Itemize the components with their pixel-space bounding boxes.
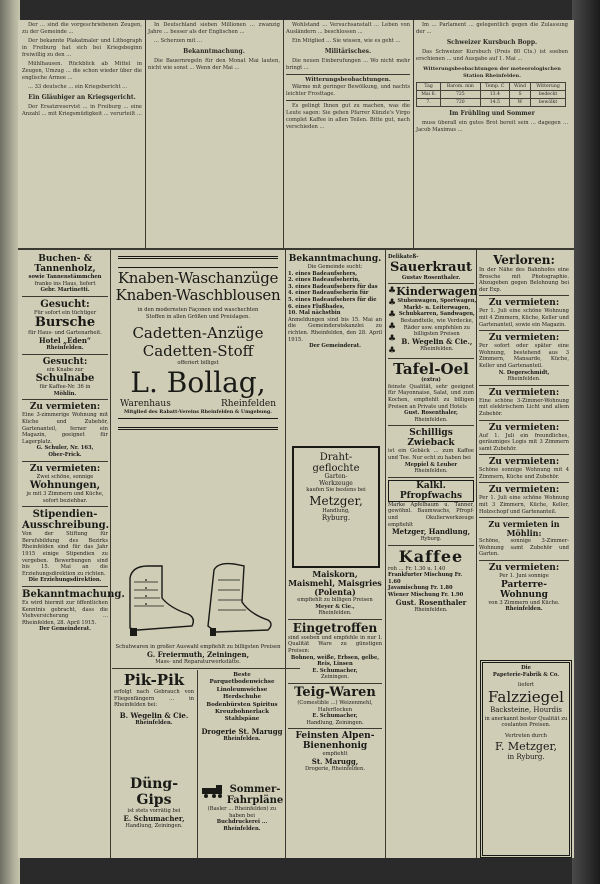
ad-subtitle: (extra) [421, 377, 441, 384]
left-ads-column [22, 254, 125, 854]
ad-title: Stipendien-Ausschreibung. [22, 509, 110, 532]
ad-place: Handlung, Zeiningen. [125, 822, 183, 829]
ad-subtitle: Garten- [324, 473, 348, 480]
right-a-ads [388, 254, 478, 854]
ad-text: für Haus- und Gartenarbeit. [28, 330, 102, 337]
table-cell: 720 [441, 99, 480, 107]
ad-title: Buchen- & Tannenholz, [34, 254, 96, 274]
column-divider [413, 20, 414, 248]
newspaper-page [18, 20, 574, 858]
ad-seller: Gustav Rosenthaler. [401, 274, 461, 281]
ad-text: empfiehlt zu billigen Preisen [297, 597, 373, 603]
ad-text: für Kaffee-Nr. 36 in [39, 384, 91, 391]
table-cell: bewölkt [530, 99, 565, 107]
ad-seller: E. Schumacher, [312, 667, 358, 674]
table-cell: W [510, 99, 531, 107]
ad-title: geflochte [312, 463, 360, 474]
ad-title: Zu vermieten: [488, 563, 560, 574]
ad-title: Feinsten Alpen-Bienenhonig [295, 731, 375, 752]
dunggips-ad [114, 776, 194, 854]
spring-heading: Im Frühling und Sommer [449, 110, 535, 117]
table-header: Wind [510, 83, 531, 91]
ad-title: Zu vermieten: [488, 333, 560, 344]
coffee-tip: Es gelingt Ihnen gut zu machen, was die Leute sagen: Sie gehen Pfarrer Künzle's Virgo complet Kaffee in allen Teilen. Bitte gut, nach verschieden ... [286, 103, 410, 130]
ad-text: liefert [518, 682, 534, 689]
ad-text: Schöne sonnige Wohnung mit 4 Zimmern, Küche und Zubehör. [479, 467, 569, 480]
ad-title: Zu vermieten: [488, 422, 560, 433]
list-item: 2. eines Badeaufseherin, [288, 277, 360, 284]
ad-seller: B. Wegelin & Cie. [119, 710, 189, 720]
pram-icon: ♣ [388, 346, 397, 357]
ad-place: Ober-Frick. [48, 451, 82, 458]
ad-seller: Metzger, Handlung, [391, 527, 471, 537]
article-column-3 [286, 22, 410, 244]
ad-subtitle: sowie Tannenstämmchen [28, 274, 102, 280]
ad-seller: Der Gemeinderat. [39, 626, 91, 633]
ad-place: Drogerie, Rheinfelden. [304, 765, 365, 772]
ad-text: Mass- und Reparaturwerkstätte. [155, 658, 241, 665]
ad-text: Die Gemeinde sucht: [307, 264, 363, 270]
ad-keyword: Schulnabe [35, 373, 95, 385]
ad-text: offeriert billigst [177, 360, 219, 367]
list-item: 5. eines Badeaufsehers für die [288, 296, 377, 303]
ad-text: in anerkannt bester Qualität zu coulanten Preisen. [484, 715, 568, 729]
ad-title: Düng-Gips [129, 776, 179, 808]
ad-seller: Gust. Rosenthaler [395, 597, 467, 607]
ad-text: kaufen Sie bestens bei [306, 487, 366, 494]
ad-keyword: Parterre-Wohnung [500, 579, 548, 600]
boots-illustration-icon [118, 558, 278, 640]
list-item: 4. einer Badeaufseherin für [288, 290, 369, 297]
article-heading: Schweizer Kursbuch Bopp. [446, 39, 538, 46]
ad-seller: Der Gemeinderat. [309, 343, 361, 350]
ad-text: Anmeldungen sind bis 15. Mai an die Gemeinderatskanzlei zu richten. Rheinfelden, den 28. April 1915. [288, 316, 382, 343]
ad-text: Handlung, [322, 507, 350, 514]
ad-text: Per sofort oder später eine Wohnung, bestehend aus 3 Zimmern, Mansarde, Küche, Keller und Gartenanteil. [479, 343, 569, 369]
article-column-2 [148, 22, 280, 244]
ad-title: Teig-Waren [294, 684, 376, 700]
article-paragraph: ... Scherzen mit ... [154, 38, 202, 44]
ad-text: empfiehlt [322, 751, 348, 758]
right-b-ads [479, 254, 569, 656]
ad-title: Zu vermieten: [488, 387, 560, 398]
ad-seller: G. Freiermuth, Zeiningen, [146, 649, 250, 659]
ad-text: Eine 3-zimmerige Wohnung mit Küche und Zubehör, Gartenanteil, ferner ein Magazin, geeignet für Lagerplatz. [22, 412, 108, 445]
ad-seller: B. Wegelin & Cie., [401, 336, 473, 346]
pram-icon: ♣ [388, 334, 397, 345]
article-paragraph: In Deutschland sieben Millionen ... zwanzig Jahre ... besser als der Englischen ... [148, 22, 280, 35]
pram-icon: ♣ [388, 298, 397, 309]
ad-text: Bestandteile, wie Verdecke, Räder usw. empfehlen zu billigsten Preisen [400, 317, 474, 338]
bollag-ad [114, 254, 282, 554]
column-divider [283, 20, 284, 248]
ad-text: Eine schöne 3-Zimmer-Wohnung mit elektrischem Licht und allem Zubehör. [479, 397, 569, 417]
shoes-ad [114, 558, 282, 666]
list-item: 6. eines Flußbades, [288, 303, 345, 310]
ad-subbrand: Warenhaus [120, 398, 171, 409]
kinderwagen-icon-column [388, 286, 396, 356]
article-column-4 [416, 22, 568, 244]
ad-seller: Metzger, [309, 493, 363, 508]
spring-text: muss überall ein gutes Brot bereit sein ... dagegen ... Jacob Maximus ... [416, 120, 568, 133]
table-row [417, 99, 566, 107]
column-divider [285, 250, 286, 858]
ad-title: Sommer-Fahrpläne [226, 784, 284, 806]
ad-subtitle: Werkzeuge [319, 479, 353, 487]
ad-text: Stubenwagen, Sportwagen, Markt- u. Leiterwagen, Schubkarren, Sandwagen, [397, 298, 477, 318]
ad-subtitle: Backsteine, Hourdis [490, 705, 562, 714]
ad-text: Bohnen, weiße, Erbsen, gelbe, Reis, Linsen [290, 654, 380, 668]
ad-text: Per 1. Juli eine schöne Wohnung mit 4 Zimmern, Küche, Keller und Gartenanteil, sowie ein Magazin. [479, 308, 569, 328]
ad-seller: Gebr. Martinetti. [40, 287, 90, 294]
middle-ads [288, 570, 382, 854]
ad-title: Schilligs Zwieback [407, 428, 455, 449]
ad-place: Rheinfelden. [507, 376, 541, 383]
section-divider [18, 248, 574, 250]
column-divider [197, 670, 198, 858]
ad-title: Zu vermieten: [488, 298, 560, 309]
ad-membership: Mitglied des Rabatt-Vereins Rheinfelden & Umgebung. [124, 408, 272, 415]
table-header: Tag [417, 83, 441, 91]
ad-subtitle: Delikateß- [388, 254, 419, 260]
pram-icon: ♣ [388, 310, 397, 321]
ad-text: Per 1. Juli eine schöne Wohnung mit 3 Zimmern, Küche, Keller, Holzschopf und Gartenanteil. [479, 495, 569, 515]
ad-text: (Basler ... Rheinfelden) zu haben bei [207, 806, 277, 819]
ad-text: Stoffen in allen Größen und Preislagen. [145, 313, 251, 320]
price-line: Wiener Mischung Fr. 1.90 [388, 592, 464, 599]
fahrplan-ad [200, 784, 284, 854]
ad-place: Ryburg. [420, 536, 442, 543]
article-paragraph: Der bekannte Plakatmaler und Lithograph in Freiburg hat sich bei Kriegsbeginn freiwillig zu den ... [22, 38, 142, 58]
ad-place: Rheinfelden. [318, 610, 352, 617]
article-heading: Militärisches. [324, 48, 372, 55]
ad-divider [112, 668, 300, 669]
ad-text: ist ein Gebäck ... zum Kaffee und Tee. Nur echt zu haben bei [388, 448, 474, 461]
ad-text: Vertreten durch [505, 732, 547, 739]
book-page-edges [572, 0, 600, 884]
ad-seller: N. Degerschmidt, [498, 369, 550, 376]
book-spine [0, 0, 20, 884]
ad-text: erfolgt nach Gebrauch von Fliegenfängern ... in Rheinfelden bei: [114, 689, 194, 709]
ad-seller: Meyer & Cie., [315, 603, 355, 610]
ornament-border [118, 418, 278, 430]
ad-place: Zeiningen. [320, 674, 350, 681]
article-heading: Bekanntmachung. [183, 48, 245, 55]
ad-text: in den modernsten Façonen und waschechten [137, 307, 259, 313]
ad-title: Draht- [319, 452, 353, 463]
column-divider [476, 250, 477, 858]
ad-title: Verloren: [493, 253, 555, 267]
ad-seller: E. Schumacher, [123, 813, 185, 823]
ad-seller: Die Erziehungsdirektion. [28, 577, 102, 584]
ad-place: Möhlin. [53, 390, 77, 397]
ad-place: Handlung, Zeiningen. [306, 719, 364, 726]
ad-text: von 3 Zimmern und Küche. [488, 599, 560, 606]
table-cell: 13.4 [480, 91, 510, 99]
table-header-row [417, 83, 566, 91]
ad-seller: Gust. Rosenthaler, [404, 410, 458, 417]
table-header: Witterung [530, 83, 565, 91]
table-cell: bedeckt [530, 91, 565, 99]
ad-text: je mit 3 Zimmern und Küche, sofort beziehbar. [26, 491, 104, 504]
weather-table [416, 82, 566, 107]
ad-seller: E. Schumacher, [312, 713, 358, 720]
list-item: 3. eines Badeaufsehers für das [288, 283, 378, 290]
ad-keyword: Wohnungen, [29, 480, 101, 492]
table-cell: 725 [441, 91, 480, 99]
column-divider [110, 250, 111, 858]
ad-text: feinste Qualität, sehr geeignet für Mayonnaise, Salat, und zum Kochen, empfiehlt zu billigen Preisen an Private und Hotels [388, 383, 474, 410]
ad-title: Zu vermieten: [488, 457, 560, 468]
price-line: roh ... Fr. 1.30 u. 1.40 [388, 565, 446, 572]
ad-title: Zu vermieten: [488, 485, 560, 496]
column-divider [385, 250, 386, 858]
ad-title: Sauerkraut [389, 259, 473, 275]
ad-place: Rheinfelden. [135, 719, 173, 726]
ad-title: Eingetroffen [292, 620, 378, 635]
ad-text: Per 1. Juni sonnige [499, 573, 549, 580]
ad-place: Rheinfelden. [414, 468, 448, 475]
ad-title: Kinderwagen [396, 285, 478, 299]
pram-icon: ♣ [388, 286, 397, 297]
article-paragraph: ... 33 deutsche ... ein Kriegsbericht ... [28, 84, 128, 90]
article-paragraph: Die Bauernregeln für den Monat Mai lauten, nicht wie sonst ... Wenn der Mai ... [148, 58, 280, 71]
ad-text: In der Nähe des Bahnhofes eine Brosche mit Photographie. Abzugeben gegen Belohnung bei der Exp. [479, 267, 569, 293]
ad-text: franko ins Haus, liefert [34, 280, 96, 287]
table-cell: Mai 6. [417, 91, 441, 99]
article-paragraph: Mühlhausen. Rückblick ab Mittel in Zeugen, Umzug ... die schon wieder über die englische Armee ... [22, 61, 142, 81]
ad-keyword: Bursche [34, 315, 96, 331]
ad-subtitle: Die [521, 665, 531, 671]
ad-place: in Ryburg. [507, 752, 545, 761]
ad-title: Bekanntmachung. [22, 589, 125, 601]
ad-seller: F. Metzger, [495, 739, 557, 753]
parquet-ad [200, 672, 284, 782]
ad-text: Marke Apfelbaum u. Tanner, gewöhnl. Baumwachs, Pfropf- und Okulierwerkzeuge empfiehlt [388, 501, 474, 528]
ad-subtitle: Papeterie-Fabrik & Co. [492, 671, 560, 678]
ad-title: Maiskorn, Maismehl, Maisgries (Polenta) [288, 569, 382, 597]
ad-text: Schöne, sonnige 3-Zimmer-Wohnung samt Zubehör und Garten. [479, 538, 569, 558]
ad-text: Beste Parquetbodenwichse Linoleumwichse Herdschuhe Bodenbürsten Spiritus Kreuzbohnerlack Stahlspäne [206, 672, 278, 723]
ad-place: Rheinfelden. [505, 606, 543, 613]
article-heading: Ein Gläubiger an Kriegsgericht. [28, 94, 136, 101]
ad-place: Rheinfelden. [46, 344, 84, 351]
ad-seller: Drogerie St. Marugg [201, 726, 283, 736]
ad-text: ein Knabe zur [46, 366, 84, 373]
ad-place: Rheinfelden. [420, 345, 454, 352]
price-line: Frankfurter Mischung Fr. 1.60 [388, 572, 463, 585]
article-column-1 [22, 22, 142, 244]
ad-title: Zu vermieten in Möhlin: [488, 519, 560, 539]
ad-title: Gesucht: [40, 298, 90, 310]
ad-text: Es wird hiermit zur öffentlichen Kenntnis gebracht, dass die Viehversicherung ... Rheinfelden, 28. April 1915. [22, 600, 108, 626]
ad-text: Zwei schöne, sonnige [36, 473, 94, 480]
ad-place: Rheinfelden. [414, 606, 448, 613]
table-row [417, 91, 566, 99]
ad-seller: Buchdruckerei ... Rheinfelden. [216, 819, 268, 832]
ad-text: ist stets vorrätig bei [127, 808, 181, 814]
ad-seller: Meppiel & Leuber [404, 461, 458, 468]
list-item: 10. Mal nächstbin [288, 310, 341, 317]
weather-text: Wärme mit geringer Bewölkung, und nachts leichter Frosttage. [286, 84, 410, 97]
ad-seller: G. Schuler, Nr. 163, [36, 445, 94, 452]
article-paragraph: Der Ersatzreservist ... in Freiburg ... eine Anzahl ... mit Kriegsmüdigkeit ... verurteilt ... [22, 104, 142, 117]
locomotive-icon [200, 784, 226, 798]
table-cell: 7. [417, 99, 441, 107]
ad-headline: Knaben-Waschblousen [115, 286, 281, 304]
falzziegel-ad [480, 660, 572, 858]
ad-headline: Cadetten-Stoff [142, 342, 254, 361]
price-line: Javamischung Fr. 1.80 [388, 585, 453, 592]
ad-text: Von der Stiftung für Berufsbildung des Bezirks Rheinfelden sind für das Jahr 1915 einige Stipendien zu vergeben. Bewerbungen sind bis 15. Mai an die Erziehungsdirektion zu richten. [22, 531, 108, 577]
article-paragraph: Die neuen Einberufungen ... Wo nicht mehr bringt ... [286, 58, 410, 71]
pikpik-ad [114, 672, 194, 772]
ad-place: Rheinfelden [221, 398, 276, 409]
ad-brand: L. Bollag, [130, 365, 266, 399]
drahtwaren-ad [292, 446, 380, 568]
ad-headline: Cadetten-Anzüge [132, 324, 264, 343]
list-item: 1. eines Badeaufsehers, [288, 270, 358, 277]
article-paragraph: Wohlstand ... Versuchsanstalt ... Leben von Ausländern ... beschlossen ... [286, 22, 410, 35]
ad-title: Pik-Pik [123, 671, 185, 689]
ad-place: Rheinfelden. [414, 416, 448, 423]
article-paragraph: Der ... sind die vorgeschriebenen Zeugen, zu der Gemeinde ... [22, 22, 142, 35]
ad-seller: Hotel „Eden“ [39, 335, 91, 345]
ad-title: Gesucht: [42, 356, 88, 367]
ornament-border [118, 256, 278, 268]
article-paragraph: Das Schweizer Kursbuch (Preis 80 Cts.) ist soeben erschienen ... und Ausgabe auf 1. Mai ... [416, 49, 568, 62]
ad-title: Bekanntmachung. [288, 254, 382, 264]
column-divider [145, 20, 146, 248]
table-cell: S [510, 91, 531, 99]
bekanntmachung-ad [288, 254, 382, 434]
table-cell: 14.5 [480, 99, 510, 107]
weather-table-title: Witterungsbeobachtungen der meteorologischen Station Rheinfelden. [423, 66, 561, 79]
weather-heading: Witterungsbeobachtungen. [305, 77, 391, 83]
ad-title: Falzziegel [488, 687, 564, 706]
ad-title: Kaffee [398, 546, 464, 566]
table-header: Temp. C [480, 83, 510, 91]
article-paragraph: Im ... Parlament ... gelegentlich gegen die Zulassung der ... [416, 22, 568, 35]
pram-icon: ♣ [388, 322, 397, 333]
ad-title: Kalkl. Pfropfwachs [388, 480, 474, 502]
ad-text: Für sofort ein tüchtiger [33, 309, 97, 316]
ad-headline: Knaben-Waschanzüge [117, 269, 279, 287]
ad-place: Ryburg. [321, 514, 351, 523]
article-paragraph: Ein Mitglied ... Sie wissen, wie es geht ... [292, 38, 401, 44]
ad-place: Rheinfelden. [223, 735, 261, 742]
ad-text: sind soeben und empfehle in nur I. Qualität Ware zu günstigen Preisen: [288, 634, 382, 654]
ad-title: Tafel-Oel [393, 360, 469, 379]
ad-text: Auf 1. Juli ein freundliches, geräumiges Logis mit 3 Zimmern samt Zubehör. [479, 432, 569, 452]
ad-title: Zu vermieten: [29, 463, 101, 474]
table-header: Barom. mm [441, 83, 480, 91]
ad-seller: St. Marugg, [311, 756, 359, 766]
ad-title: Zu vermieten: [29, 402, 101, 413]
ad-text: (Comestible ...) Weizenmehl, Haferflocken [297, 699, 373, 713]
ad-text: Schuhwaren in großer Auswahl empfiehlt zu billigsten Preisen [115, 644, 281, 650]
